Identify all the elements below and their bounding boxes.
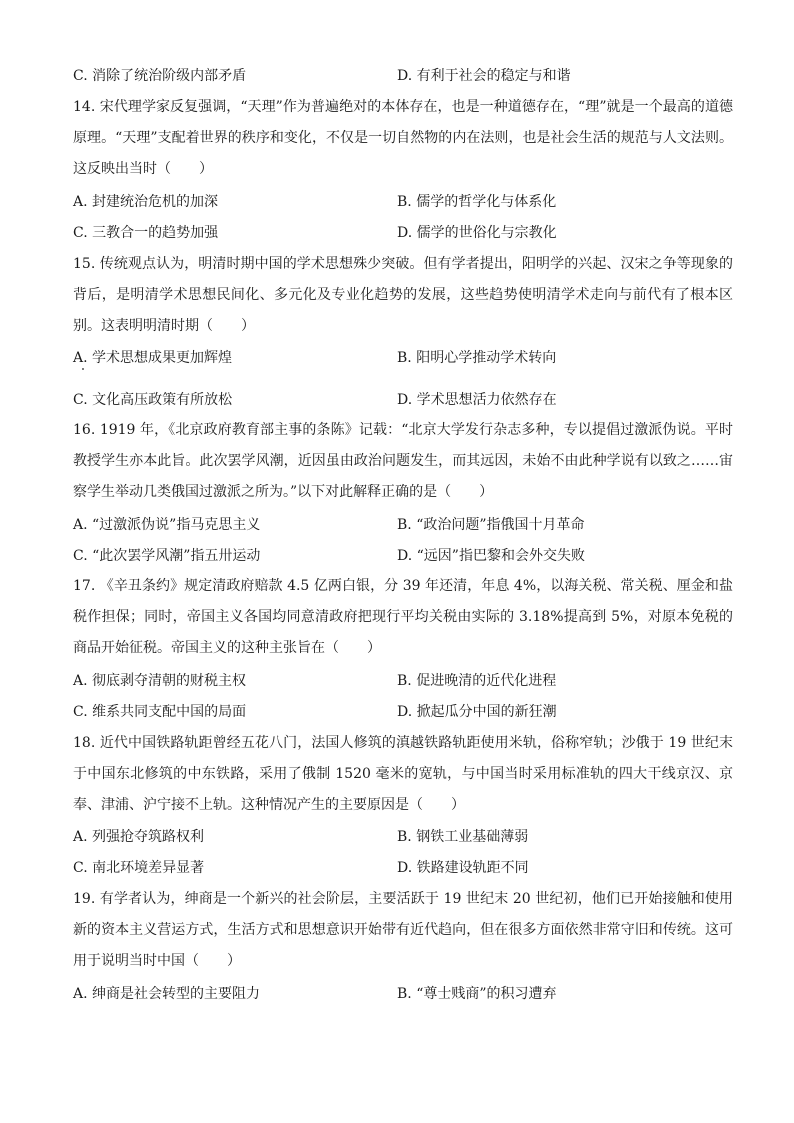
q18-options-row-ab xyxy=(73,827,733,847)
q13-options-row-cd xyxy=(73,66,733,86)
q13-option-d[interactable]: D. 有利于社会的稳定与和谐 xyxy=(397,68,571,84)
q16-options-row-ab xyxy=(73,515,733,535)
q14-options-row-cd xyxy=(73,223,733,243)
q17-option-b[interactable]: B. 促进晚清的近代化进程 xyxy=(397,673,557,689)
q14-options-row-ab xyxy=(73,192,733,212)
q18-options-row-cd xyxy=(73,858,733,878)
q15-stem: 15. 传统观点认为，明清时期中国的学术思想殊少突破。但有学者提出，阳明学的兴起、汉宋之争等现象的背后，是明清学术思想民间化、多元化及专业化趋势的发展，这些趋势使明清学术走向与前代有了根本区别。这表明明清时期（ ） xyxy=(73,256,733,334)
q15-option-a[interactable]: A. 学术思想成果更加辉煌 xyxy=(73,350,233,366)
q15-option-b[interactable]: B. 阳明心学推动学术转向 xyxy=(397,350,557,366)
q17-stem: 17. 《辛丑条约》规定清政府赔款 4.5 亿两白银，分 39 年还清，年息 4%，以海关税、常关税、厘金和盐税作担保；同时，帝国主义各国均同意清政府把现行平均关税由实际的 3.18%提高到 5%，对原本免税的商品开始征税。帝国主义的这种主张旨在（ ） xyxy=(73,578,733,656)
q16-option-c[interactable]: C. “此次罢学风潮”指五卅运动 xyxy=(73,548,261,564)
q19-options-row-ab xyxy=(73,984,733,1004)
q19-option-a[interactable]: A. 绅商是社会转型的主要阻力 xyxy=(73,986,261,1002)
q16-option-d[interactable]: D. “远因”指巴黎和会外交失败 xyxy=(397,548,585,564)
q17-option-a[interactable]: A. 彻底剥夺清朝的财税主权 xyxy=(73,673,247,689)
q18-option-b[interactable]: B. 钢铁工业基础薄弱 xyxy=(397,829,529,845)
q16-options-row-cd xyxy=(73,546,733,566)
q16-option-a[interactable]: A. “过激派伪说”指马克思主义 xyxy=(73,517,261,533)
q18-option-c[interactable]: C. 南北环境差异显著 xyxy=(73,860,205,876)
q14-option-b[interactable]: B. 儒学的哲学化与体系化 xyxy=(397,194,557,210)
q19-option-b[interactable]: B. “尊士贱商”的积习遭弃 xyxy=(397,986,557,1002)
scan-speck xyxy=(82,368,84,370)
q17-option-c[interactable]: C. 维系共同支配中国的局面 xyxy=(73,704,247,720)
q18-stem: 18. 近代中国铁路轨距曾经五花八门，法国人修筑的滇越铁路轨距使用米轨，俗称窄轨；沙俄于 19 世纪末于中国东北修筑的中东铁路，采用了俄制 1520 毫米的宽轨，与中国当时采用标准轨的四大干线京汉、京奉、津浦、沪宁接不上轨。这种情况产生的主要原因是（ ） xyxy=(73,735,733,813)
q14-stem: 14. 宋代理学家反复强调，“天理”作为普遍绝对的本体存在，也是一种道德存在，“理”就是一个最高的道德原理。“天理”支配着世界的秩序和变化，不仅是一切自然物的内在法则，也是社会生活的规范与人文法则。这反映出当时（ ） xyxy=(73,99,733,177)
q15-options-row-ab xyxy=(73,348,733,368)
q13-option-c[interactable]: C. 消除了统治阶级内部矛盾 xyxy=(73,68,247,84)
q17-options-row-ab xyxy=(73,671,733,691)
q14-option-a[interactable]: A. 封建统治危机的加深 xyxy=(73,194,219,210)
q15-option-c[interactable]: C. 文化高压政策有所放松 xyxy=(73,392,233,408)
q15-options-row-cd xyxy=(73,390,733,410)
q16-block xyxy=(73,415,733,508)
q18-option-d[interactable]: D. 铁路建设轨距不同 xyxy=(397,860,529,876)
q15-option-d[interactable]: D. 学术思想活力依然存在 xyxy=(397,392,557,408)
q14-option-d[interactable]: D. 儒学的世俗化与宗教化 xyxy=(397,225,557,241)
q19-block xyxy=(73,884,733,977)
q19-stem: 19. 有学者认为，绅商是一个新兴的社会阶层，主要活跃于 19 世纪末 20 世纪初，他们已开始接触和使用新的资本主义营运方式，生活方式和思想意识开始带有近代趋向，但在很多方面依然非常守旧和传统。这可用于说明当时中国（ ） xyxy=(73,891,733,969)
q14-block xyxy=(73,92,733,185)
q17-option-d[interactable]: D. 掀起瓜分中国的新狂潮 xyxy=(397,704,557,720)
q15-block xyxy=(73,249,733,342)
q14-option-c[interactable]: C. 三教合一的趋势加强 xyxy=(73,225,219,241)
q17-block xyxy=(73,571,733,664)
q17-options-row-cd xyxy=(73,702,733,722)
q18-block xyxy=(73,728,733,821)
q16-option-b[interactable]: B. “政治问题”指俄国十月革命 xyxy=(397,517,585,533)
q18-option-a[interactable]: A. 列强抢夺筑路权利 xyxy=(73,829,205,845)
q16-stem: 16. 1919 年，《北京政府教育部主事的条陈》记载：“北京大学发行杂志多种，专以提倡过激派伪说。平时教授学生亦本此旨。此次罢学风潮，近因虽由政治问题发生，而其远因，未始不由此种学说有以致之……宙察学生举动几类俄国过激派之所为。”以下对此解释正确的是（ ） xyxy=(73,422,733,500)
